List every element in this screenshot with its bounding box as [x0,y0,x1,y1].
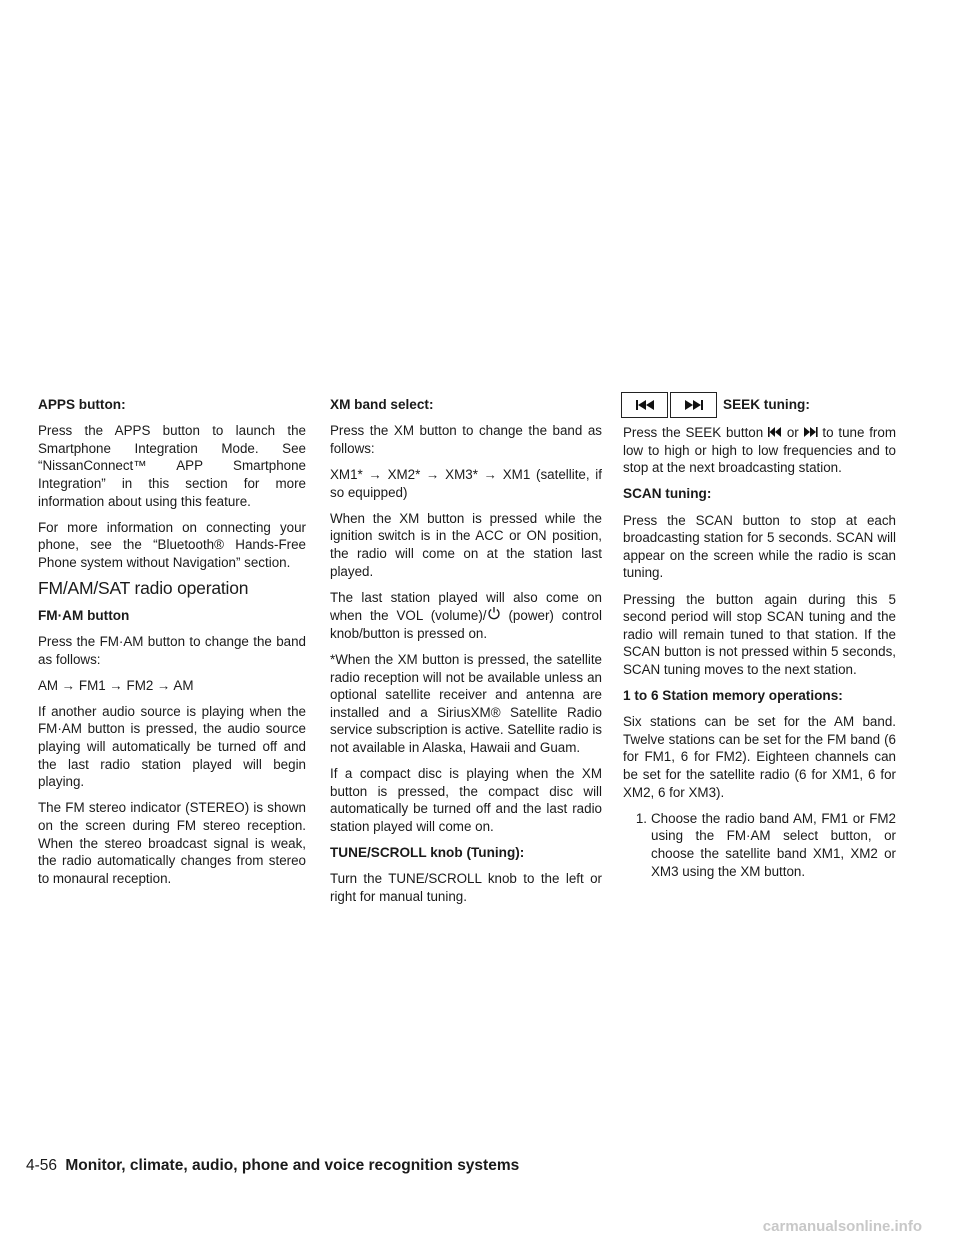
xm-paragraph-4: *When the XM button is pressed, the satellite radio reception will not be available unless an optional satellite receiver and antenna are installed and a SiriusXM® Satellite Radio service subscription is active. Satellite radio is not available in Alaska, Hawaii and Guam. [330,652,602,756]
memory-steps-list [623,810,896,880]
column-right [623,396,896,880]
xm-heading: XM band select: [330,397,434,412]
apps-paragraph-1: Press the APPS button to launch the Smartphone Integration Mode. See “NissanConnect™ APP Smartphone Integration” in this section for more information about using this feature. [38,423,306,509]
fmam-paragraph-2: If another audio source is playing when the FM·AM button is pressed, the audio source playing will automatically be turned off and the last radio station played will begin playing. [38,703,306,790]
list-item-number: 1. [635,810,647,826]
scan-paragraph-2: Pressing the button again during this 5 second period will stop SCAN tuning and the radio will remain tuned to that station. If the SCAN button is not pressed within 5 seconds, SCAN tuning moves to the next station. [623,591,896,677]
apps-heading: APPS button: [38,397,126,412]
xm-sequence: XM1* → XM2* → XM3* → XM1 (satellite, if so equipped) [330,466,602,500]
xm-paragraph-1: Press the XM button to change the band as follows: [330,423,602,456]
skip-forward-icon [804,424,818,442]
column-middle [330,396,602,914]
power-icon [487,606,501,625]
seek-heading-row [621,392,896,418]
seek-paragraph-end: to tune from low to high or high to low frequencies and to stop at the next broadcasting station. [623,425,896,476]
seek-heading: SEEK tuning: [723,397,810,413]
chapter-title: Monitor, climate, audio, phone and voice recognition systems [65,1157,520,1174]
xm-paragraph-3 [330,589,602,643]
scan-heading: SCAN tuning: [623,486,712,502]
fmam-sequence: AM → FM1 → FM2 → AM [38,677,194,693]
fmam-paragraph-3: The FM stereo indicator (STEREO) is shown on the screen during FM stereo reception. When the stereo broadcast signal is weak, the radio automatically changes from stereo to monaural reception. [38,800,306,886]
memory-heading: 1 to 6 Station memory operations: [623,688,843,704]
xm-paragraph-3-end: (power) control knob/button is pressed on. [330,608,602,641]
scan-paragraph-1: Press the SCAN button to stop at each broadcasting station for 5 seconds. SCAN will appear on the screen while the radio is scan tuning. [623,512,896,581]
seek-paragraph-or: or [786,425,799,440]
seek-paragraph-start: Press the SEEK button [623,425,764,440]
skip-forward-icon [683,399,705,411]
page-number: 4-56 [26,1157,58,1174]
column-left [38,396,306,896]
apps-paragraph-2: For more information on connecting your phone, see the “Bluetooth® Hands-Free Phone system without Navigation” section. [38,519,306,570]
seek-back-button-illustration [621,392,668,418]
page-footer [26,1157,519,1175]
seek-paragraph-1 [623,424,896,477]
section-title: FM/AM/SAT radio operation [38,578,249,599]
xm-paragraph-2: When the XM button is pressed while the ignition switch is in the ACC or ON position, the radio will come on at the station last played. [330,510,602,579]
fmam-paragraph-1: Press the FM·AM button to change the band as follows: [38,633,306,667]
tune-paragraph-1: Turn the TUNE/SCROLL knob to the left or right for manual tuning. [330,871,602,904]
seek-forward-button-illustration [670,392,717,418]
xm-paragraph-3-start: The last station played will also come on when the VOL (volume)/ [330,589,602,624]
list-item-text: Choose the radio band AM, FM1 or FM2 using the FM·AM select button, or choose the satellite band XM1, XM2 or XM3 using the XM button. [651,810,896,879]
watermark: carmanualsonline.info [762,1218,922,1235]
fmam-heading: FM·AM button [38,607,130,623]
skip-back-icon [768,424,782,442]
xm-paragraph-5: If a compact disc is playing when the XM button is pressed, the compact disc will automatically be turned off and the last radio station played will come on. [330,766,602,835]
tune-heading: TUNE/SCROLL knob (Tuning): [330,845,525,861]
list-item [623,810,896,880]
memory-paragraph-1: Six stations can be set for the AM band. Twelve stations can be set for the FM band (6 for FM1, 6 for FM2). Eighteen channels can be set for the satellite radio (6 for XM1, 6 for XM2, 6 for XM3). [623,714,896,800]
skip-back-icon [634,399,656,411]
